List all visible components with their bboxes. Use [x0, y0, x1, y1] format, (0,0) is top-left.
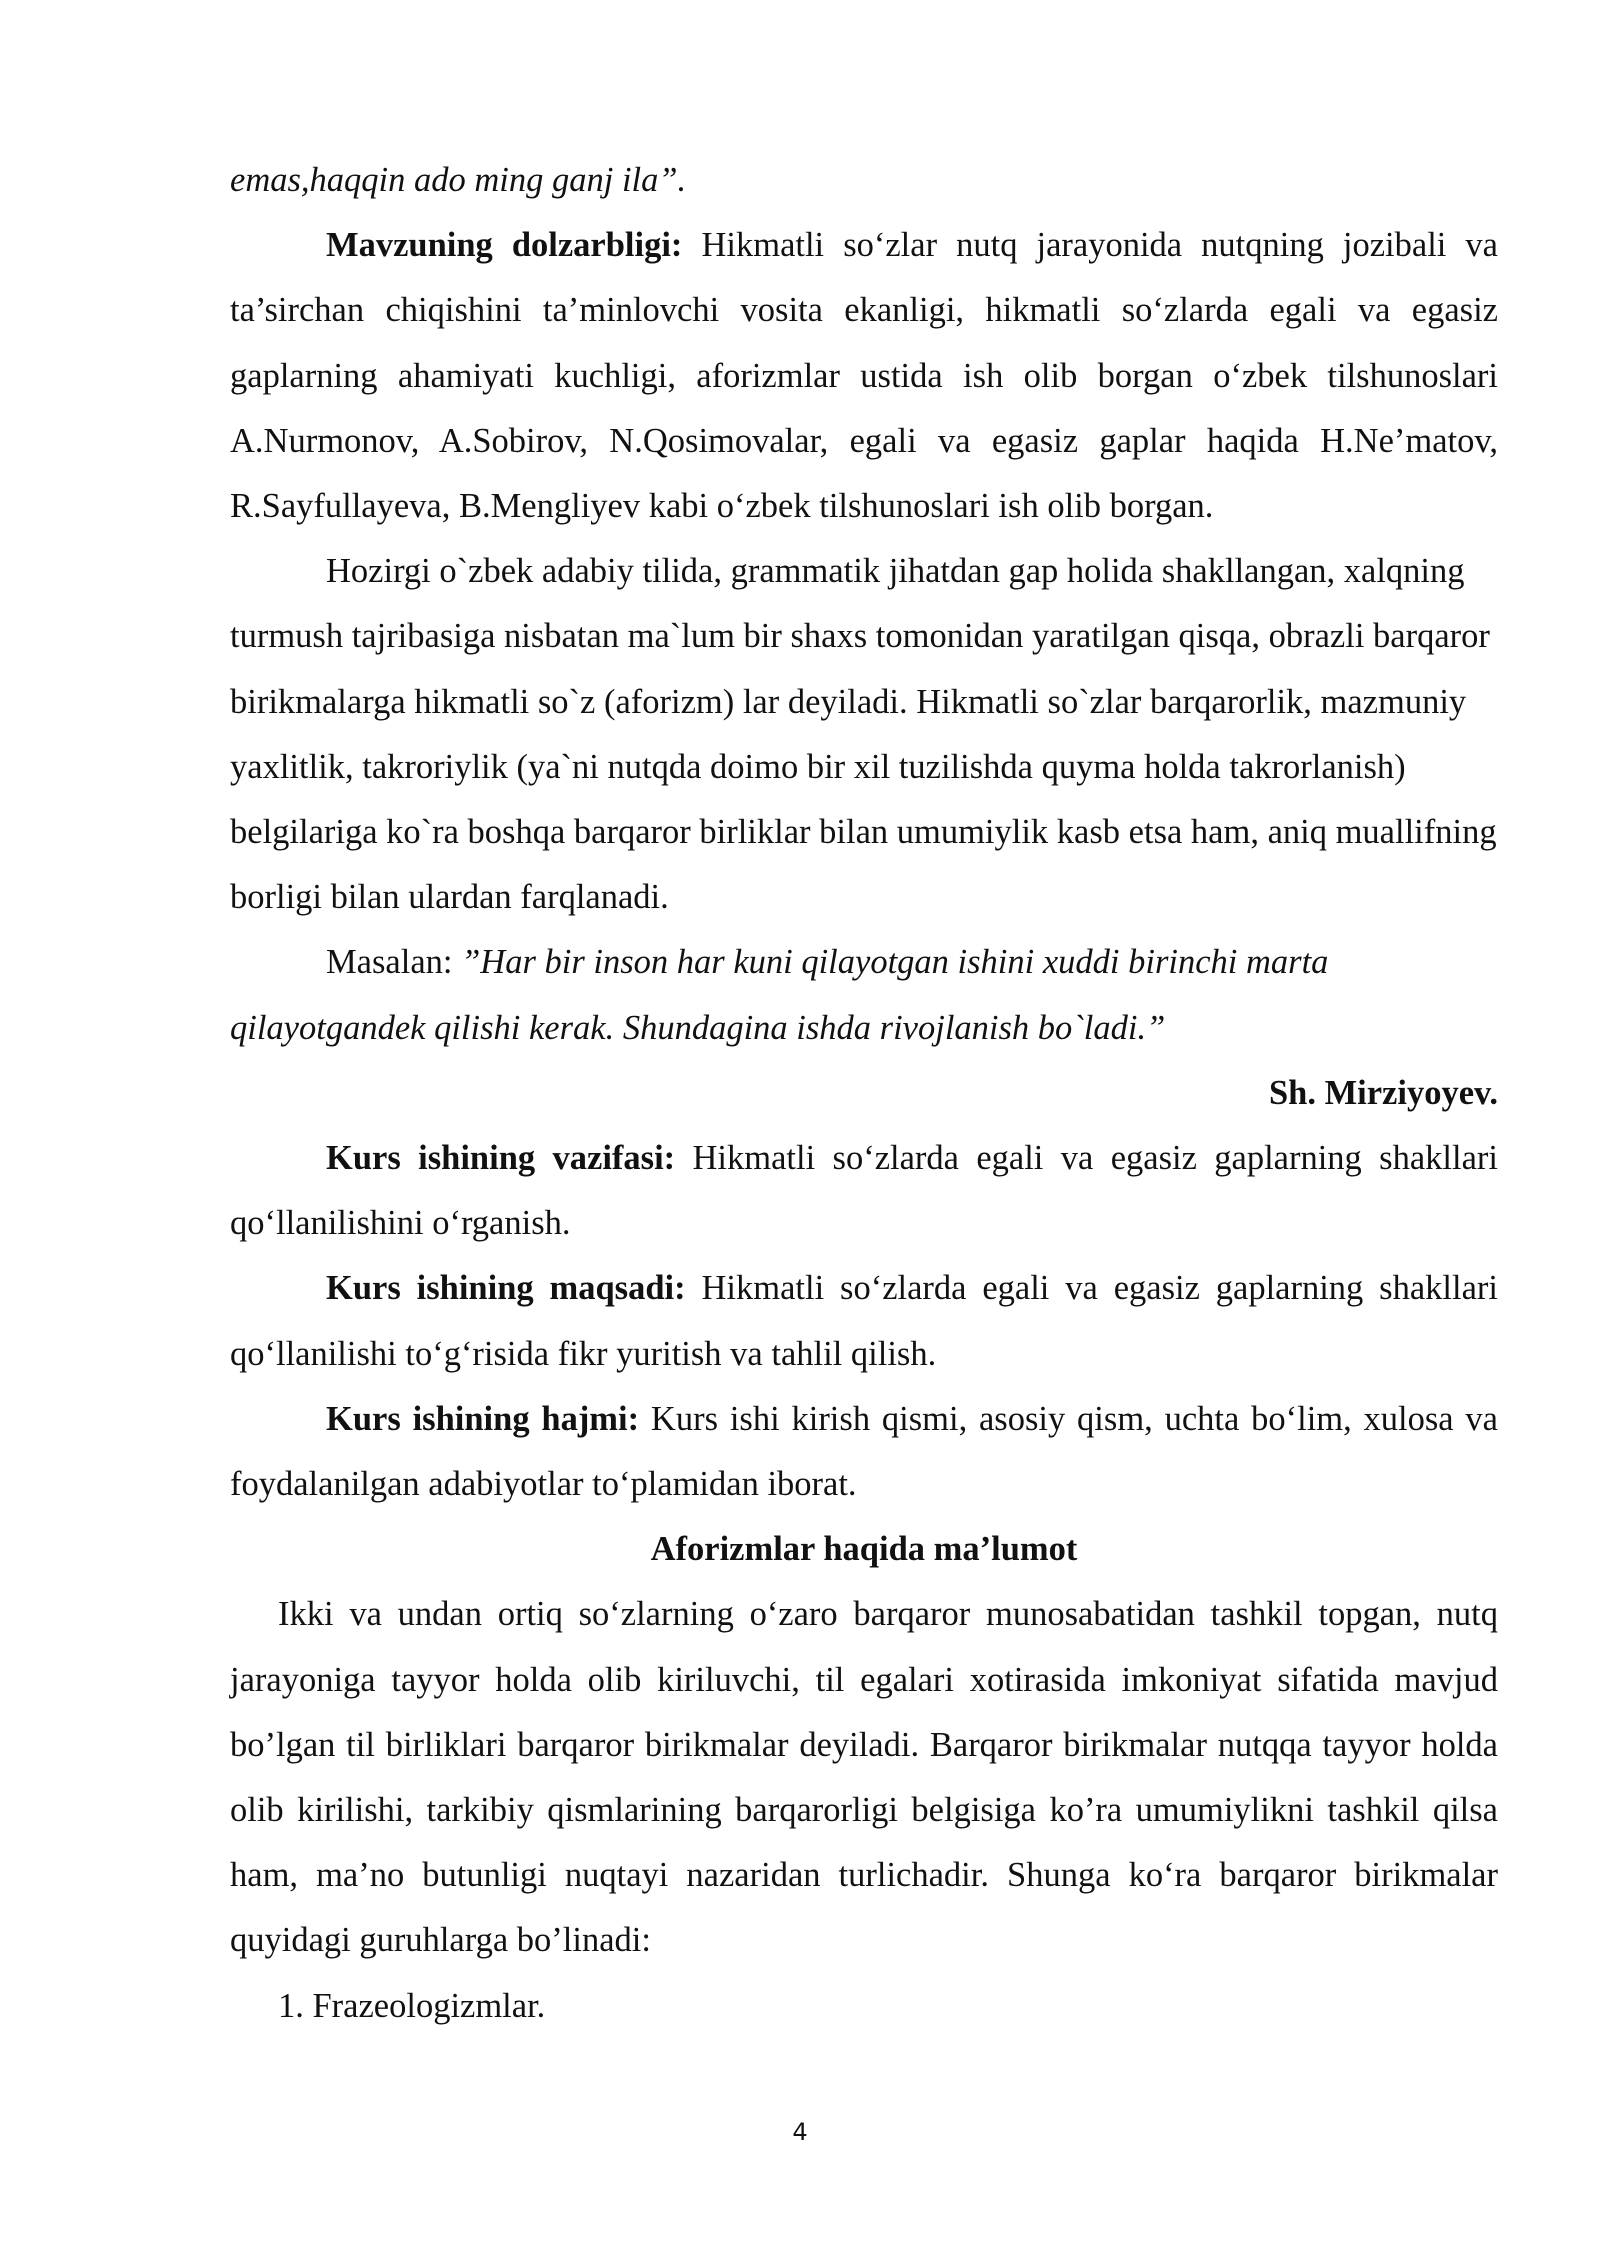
volume-heading: Kurs ishining hajmi:: [326, 1399, 640, 1438]
relevance-paragraph: [230, 213, 1498, 539]
page-number: 4: [792, 2118, 808, 2146]
section-title: Aforizmlar haqida ma’lumot: [650, 1530, 1078, 1569]
relevance-heading: Mavzuning dolzarbligi:: [326, 226, 683, 265]
volume-paragraph: [230, 1387, 1498, 1517]
opening-line: emas,haqqin ado ming ganj ila”.: [230, 161, 687, 199]
task-text: Hikmatli so‘zlarda egali va egasiz gaplarning shakllari qo‘llanilishini o‘rganish.: [230, 1139, 1498, 1243]
volume-text: Kurs ishi kirish qismi, asosiy qism, uchta bo‘lim, xulosa va foydalanilgan adabiyotlar to‘plamidan iborat.: [230, 1399, 1498, 1504]
section-paragraph: Ikki va undan ortiq so‘zlarning o‘zaro barqaror munosabatidan tashkil topgan, nutq jarayoniga tayyor holda olib kiriluvchi, til egalari xotirasida imkoniyat sifatida mavjud bo’lgan til birliklari barqaror birikmalar deyiladi. Barqaror birikmalar nutqqa tayyor holda olib kirilishi, tarkibiy qismlarining barqarorligi belgisiga ko’ra umumiylikni tashkil qilsa ham, ma’no butunligi nuqtayi nazaridan turlichadir. Shunga ko‘ra barqaror birikmalar quyidagi guruhlarga bo’linadi:: [230, 1595, 1498, 1960]
list-item: 1. Frazeologizmlar.: [278, 1986, 546, 2025]
example-quote: ”Har bir inson har kuni qilayotgan ishini xuddi birinchi marta qilayotgandek qilishi kerak. Shundagina ishda rivojlanish bo`ladi.”: [230, 943, 1329, 1047]
document-page: [230, 148, 1498, 2039]
example-author: Sh. Mirziyoyev.: [1268, 1073, 1498, 1112]
goal-text: Hikmatli so‘zlarda egali va egasiz gaplarning shakllari qo‘llanilishi to‘g‘risida fikr yuritish va tahlil qilish.: [230, 1269, 1498, 1373]
goal-heading: Kurs ishining maqsadi:: [326, 1269, 686, 1308]
example-lead: Masalan:: [326, 943, 462, 982]
task-paragraph: [230, 1126, 1498, 1256]
relevance-text: Hikmatli so‘zlar nutq jarayonida nutqning jozibali va ta’sirchan chiqishini ta’minlovchi vosita ekanligi, hikmatli so‘zlarda egali va egasiz gaplarning ahamiyati kuchligi, aforizmlar ustida ish olib borgan o‘zbek tilshunoslari A.Nurmonov, A.Sobirov, N.Qosimovalar, egali va egasiz gaplar haqida H.Ne’matov, R.Sayfullayeva, B.Mengliyev kabi o‘zbek tilshunoslari ish olib borgan.: [230, 226, 1498, 526]
task-heading: Kurs ishining vazifasi:: [326, 1139, 676, 1178]
example-paragraph: [230, 930, 1498, 1060]
goal-paragraph: [230, 1256, 1498, 1386]
definition-paragraph: Hozirgi o`zbek adabiy tilida, grammatik jihatdan gap holida shakllangan, xalqning turmush tajribasiga nisbatan ma`lum bir shaxs tomonidan yaratilgan qisqa, obrazli barqaror birikmalarga hikmatli so`z (aforizm) lar deyiladi. Hikmatli so`zlar barqarorlik, mazmuniy yaxlitlik, takroriylik (ya`ni nutqda doimo bir xil tuzilishda quyma holda takrorlanish) belgilariga ko`ra boshqa barqaror birliklar bilan umumiylik kasb etsa ham, aniq muallifning borligi bilan ulardan farqlanadi.: [230, 552, 1497, 917]
